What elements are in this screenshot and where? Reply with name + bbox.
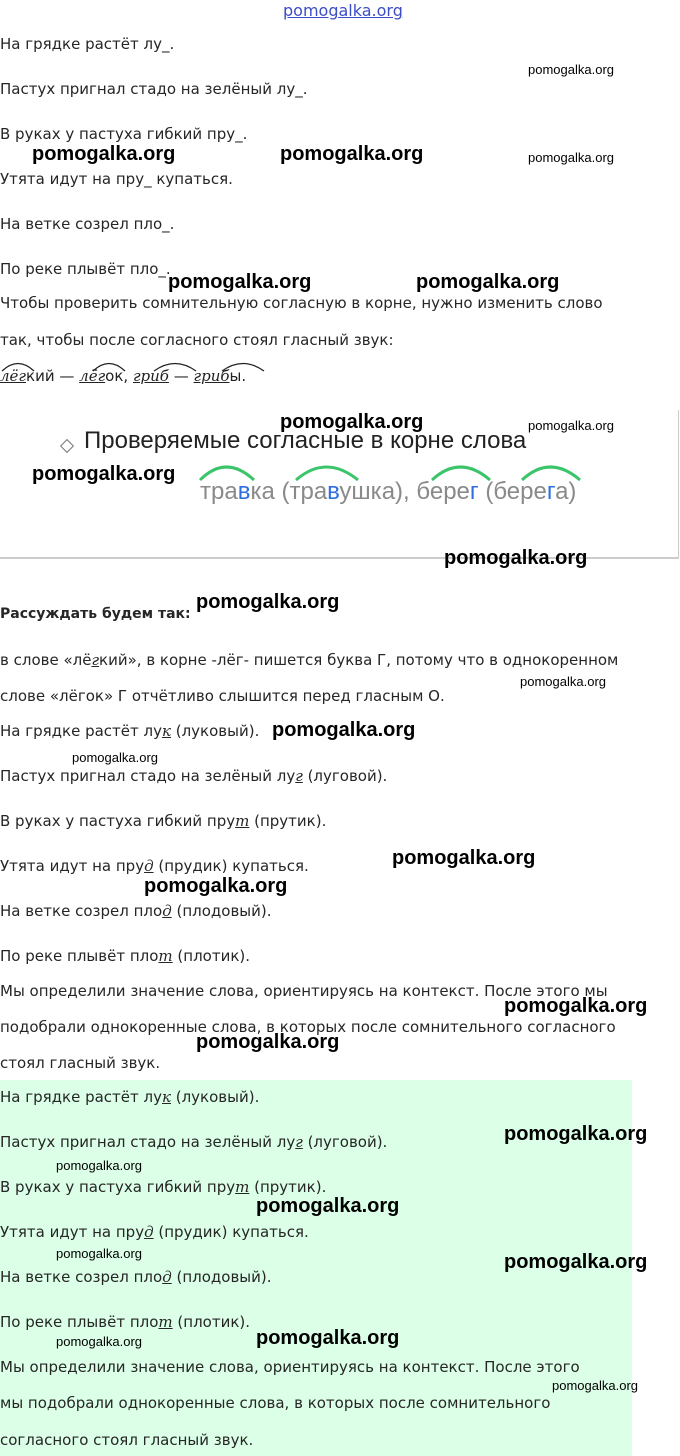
rule-ex-text: (бере xyxy=(478,478,547,505)
watermark-big: pomogalka.org xyxy=(280,143,424,165)
rule-ex-text: тра xyxy=(200,478,238,505)
answer-text: На грядке растёт лу xyxy=(0,1088,162,1106)
answer-text: На грядке растёт лу xyxy=(0,722,162,740)
watermark-big: pomogalka.org xyxy=(504,1123,648,1145)
example-word-1-root: лёг xyxy=(0,367,27,385)
watermark-big: pomogalka.org xyxy=(168,271,312,293)
rule-ex-highlight: г xyxy=(469,478,479,505)
answer-text: На ветке созрел пло xyxy=(0,1268,163,1286)
answer-letter: д xyxy=(162,1268,172,1286)
watermark-big: pomogalka.org xyxy=(32,463,176,485)
answer-check-word: (прудик) купаться. xyxy=(153,857,309,875)
answer-line-1 xyxy=(0,721,259,741)
rule-card-example xyxy=(200,478,576,506)
watermark-small: pomogalka.org xyxy=(528,418,614,433)
answer-letter: т xyxy=(235,812,250,830)
panel-summary-line-3: согласного стоял гласный звук. xyxy=(0,1431,254,1449)
root-arc-1 xyxy=(2,364,34,372)
panel-answer-2 xyxy=(0,1132,387,1152)
answer-text: Утята идут на пру xyxy=(0,857,145,875)
answer-letter: к xyxy=(162,722,171,740)
answer-check-word: (луговой). xyxy=(302,767,388,785)
watermark-big: pomogalka.org xyxy=(392,847,536,869)
answer-check-word: (плотик). xyxy=(172,947,251,965)
answer-text: По реке плывёт пло xyxy=(0,1313,159,1331)
watermark-big: pomogalka.org xyxy=(504,995,648,1017)
rule-ex-highlight: в xyxy=(327,478,340,505)
watermark-small: pomogalka.org xyxy=(56,1334,142,1349)
answer-line-2 xyxy=(0,766,387,786)
watermark-big: pomogalka.org xyxy=(256,1327,400,1349)
answer-line-4 xyxy=(0,856,309,876)
answer-letter: д xyxy=(162,902,172,920)
watermark-big: pomogalka.org xyxy=(444,547,588,569)
root-arc-marks xyxy=(0,358,300,374)
watermark-small: pomogalka.org xyxy=(528,62,614,77)
panel-answer-6 xyxy=(0,1312,250,1332)
reasoning-text: кий», в корне -лёг- пишется буква Г, потому что в однокоренном xyxy=(99,651,619,669)
answer-letter: д xyxy=(144,1223,154,1241)
watermark-big: pomogalka.org xyxy=(280,411,424,433)
example-word-2-ending: ок, xyxy=(105,367,129,385)
watermark-small: pomogalka.org xyxy=(552,1378,638,1393)
answer-letter: т xyxy=(158,947,173,965)
answer-line-5 xyxy=(0,901,272,921)
watermark-big: pomogalka.org xyxy=(32,143,176,165)
answer-text: В руках у пастуха гибкий пру xyxy=(0,812,236,830)
rule-ex-text: ка (тра xyxy=(250,478,328,505)
panel-summary-line-1: Мы определили значение слова, ориентируясь на контекст. После этого xyxy=(0,1358,580,1376)
answer-text: Утята идут на пру xyxy=(0,1223,145,1241)
example-dash-1: — xyxy=(59,367,75,385)
answer-line-3 xyxy=(0,811,326,831)
panel-summary-line-2: мы подобрали однокоренные слова, в которых после сомнительного xyxy=(0,1394,551,1412)
rule-intro-line-1: Чтобы проверить сомнительную согласную в корне, нужно изменить слово xyxy=(0,294,603,312)
watermark-small: pomogalka.org xyxy=(56,1246,142,1261)
summary-line-1: Мы определили значение слова, ориентируясь на контекст. После этого мы xyxy=(0,982,608,1000)
example-dash-2: — xyxy=(173,367,189,385)
summary-line-2: подобрали однокоренные слова, в которых после сомнительного согласного xyxy=(0,1018,616,1036)
panel-answer-1 xyxy=(0,1087,259,1107)
watermark-small: pomogalka.org xyxy=(72,750,158,765)
answer-text: По реке плывёт пло xyxy=(0,947,159,965)
watermark-big: pomogalka.org xyxy=(256,1195,400,1217)
answer-letter: к xyxy=(162,1088,171,1106)
answer-letter: г xyxy=(295,767,303,785)
answer-letter: т xyxy=(158,1313,173,1331)
answer-check-word: (плодовый). xyxy=(171,902,272,920)
rule-intro-line-2: так, чтобы после согласного стоял гласный звук: xyxy=(0,331,394,349)
panel-answer-3 xyxy=(0,1177,326,1197)
watermark-big: pomogalka.org xyxy=(144,875,288,897)
example-word-3-root: гриб xyxy=(132,367,169,385)
panel-answer-4 xyxy=(0,1222,309,1242)
answer-check-word: (прутик). xyxy=(249,1178,327,1196)
exercise-line-4: Утята идут на пру_ купаться. xyxy=(0,170,233,188)
reasoning-text: в слове «лё xyxy=(0,651,92,669)
rule-ex-highlight: г xyxy=(546,478,556,505)
answer-check-word: (луговой). xyxy=(302,1133,388,1151)
panel-answer-5 xyxy=(0,1267,272,1287)
exercise-line-1: На грядке растёт лу_. xyxy=(0,35,175,53)
exercise-line-3: В руках у пастуха гибкий пру_. xyxy=(0,125,248,143)
exercise-line-2: Пастух пригнал стадо на зелёный лу_. xyxy=(0,80,308,98)
example-word-4-ending: ы. xyxy=(229,367,247,385)
exercise-line-6: По реке плывёт пло_. xyxy=(0,260,171,278)
watermark-big: pomogalka.org xyxy=(416,271,560,293)
rule-ex-text: ушка), бере xyxy=(339,478,470,505)
root-arc-3 xyxy=(154,364,196,372)
answer-text: В руках у пастуха гибкий пру xyxy=(0,1178,236,1196)
watermark-big: pomogalka.org xyxy=(272,719,416,741)
answer-check-word: (луковый). xyxy=(170,722,260,740)
example-word-1-ending: кий xyxy=(26,367,55,385)
rule-card-title: Проверяемые согласные в корне слова xyxy=(84,427,527,454)
watermark-big: pomogalka.org xyxy=(504,1251,648,1273)
answer-check-word: (плодовый). xyxy=(171,1268,272,1286)
answer-check-word: (прудик) купаться. xyxy=(153,1223,309,1241)
example-word-2-root: лёг xyxy=(79,367,106,385)
reasoning-paragraph-1 xyxy=(0,650,618,670)
answer-letter: д xyxy=(144,857,154,875)
answer-check-word: (прутик). xyxy=(249,812,327,830)
watermark-small: pomogalka.org xyxy=(56,1158,142,1173)
watermark-big: pomogalka.org xyxy=(196,1031,340,1053)
answer-check-word: (луковый). xyxy=(170,1088,260,1106)
summary-line-3: стоял гласный звук. xyxy=(0,1054,161,1072)
watermark-big: pomogalka.org xyxy=(196,591,340,613)
reasoning-letter: г xyxy=(91,651,100,669)
site-watermark-link[interactable]: pomogalka.org xyxy=(283,1,403,20)
answer-text: Пастух пригнал стадо на зелёный лу xyxy=(0,1133,296,1151)
answer-letter: г xyxy=(295,1133,303,1151)
root-arc-2 xyxy=(93,364,125,372)
reasoning-heading: Рассуждать будем так: xyxy=(0,606,191,622)
rule-ex-text: а) xyxy=(555,478,577,505)
exercise-line-5: На ветке созрел пло_. xyxy=(0,215,175,233)
answer-text: Пастух пригнал стадо на зелёный лу xyxy=(0,767,296,785)
answer-letter: т xyxy=(235,1178,250,1196)
reasoning-paragraph-2: слове «лёгок» Г отчётливо слышится перед гласным О. xyxy=(0,687,445,705)
example-word-4-root: гриб xyxy=(193,367,230,385)
answer-check-word: (плотик). xyxy=(172,1313,251,1331)
watermark-small: pomogalka.org xyxy=(528,150,614,165)
watermark-small: pomogalka.org xyxy=(520,674,606,689)
root-arc-4 xyxy=(222,364,264,372)
rule-ex-highlight: в xyxy=(237,478,251,505)
answer-text: На ветке созрел пло xyxy=(0,902,163,920)
answer-line-6 xyxy=(0,946,250,966)
